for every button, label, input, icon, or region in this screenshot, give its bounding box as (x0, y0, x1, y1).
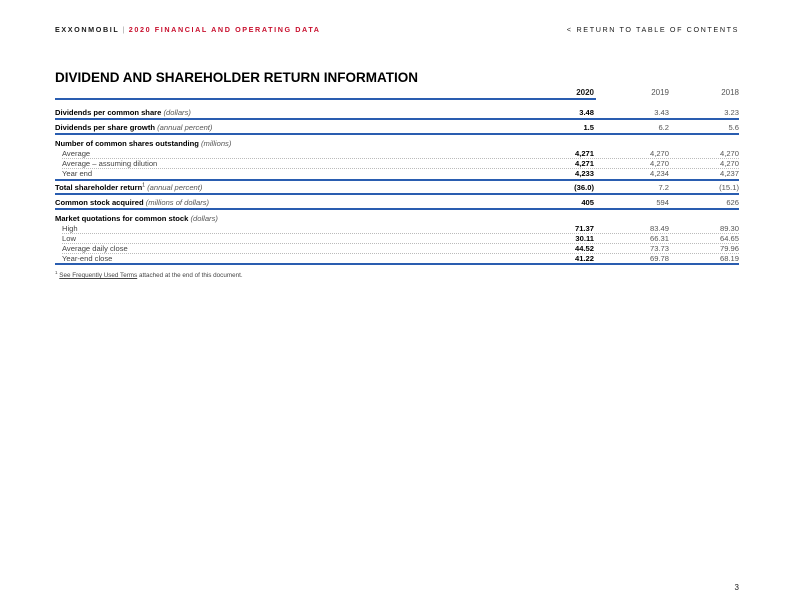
table-row-dividends-per-share (55, 107, 739, 118)
return-to-toc-label: RETURN TO TABLE OF CONTENTS (576, 25, 739, 34)
report-header (55, 25, 321, 34)
row-divider (55, 133, 739, 135)
value-2018: 4,237 (719, 169, 739, 178)
row-unit: (annual percent) (157, 123, 213, 132)
value-2019: 594 (656, 198, 669, 207)
value-2020: 1.5 (583, 123, 594, 132)
value-2020: 4,271 (574, 149, 594, 158)
value-2019: 69.78 (649, 254, 669, 263)
row-label: Dividends per common share (55, 108, 162, 117)
row-divider (55, 179, 739, 181)
value-2019: 83.49 (649, 224, 669, 233)
value-2019: 6.2 (658, 123, 669, 132)
page-title: DIVIDEND AND SHAREHOLDER RETURN INFORMATION (55, 70, 418, 85)
row-divider (55, 118, 739, 120)
header-rule-2020 (55, 98, 596, 100)
row-label: Year end (62, 169, 93, 178)
value-2018: 626 (726, 198, 739, 207)
return-to-toc-link[interactable] (567, 25, 739, 34)
section-unit: (dollars) (190, 214, 218, 223)
value-2020: 30.11 (575, 234, 594, 243)
chevron-left-icon: < (566, 25, 573, 34)
brand-name: EXXONMOBIL (55, 25, 120, 34)
row-label: High (62, 224, 78, 233)
row-label: Year-end close (62, 254, 113, 263)
page-number: 3 (734, 583, 739, 592)
section-label: Market quotations for common stock (55, 214, 189, 223)
footnote (55, 269, 243, 279)
table-row-common-stock-acquired (55, 197, 739, 208)
row-divider (55, 193, 739, 195)
report-subtitle: 2020 FINANCIAL AND OPERATING DATA (128, 25, 321, 34)
row-label: Common stock acquired (55, 198, 144, 207)
row-label: Low (62, 234, 76, 243)
value-2020: 405 (581, 198, 594, 207)
value-2018: 3.23 (724, 108, 739, 117)
value-2018: 68.19 (719, 254, 739, 263)
value-2018: 5.6 (728, 123, 739, 132)
section-label: Number of common shares outstanding (55, 139, 199, 148)
row-unit: (dollars) (163, 108, 191, 117)
value-2019: 66.31 (649, 234, 669, 243)
value-2020: 4,233 (574, 169, 594, 178)
value-2018: 79.96 (719, 244, 739, 253)
row-label: Average daily close (62, 244, 128, 253)
value-2018: 64.65 (719, 234, 739, 243)
value-2019: 4,270 (649, 159, 669, 168)
value-2020: 44.52 (574, 244, 594, 253)
value-2018: 4,270 (719, 149, 739, 158)
year-header-2018: 2018 (721, 88, 739, 97)
value-2019: 4,234 (649, 169, 669, 178)
value-2020: 41.22 (574, 254, 594, 263)
value-2018: 4,270 (719, 159, 739, 168)
header-separator: | (122, 25, 126, 34)
row-label: Total shareholder return (55, 183, 143, 192)
value-2019: 4,270 (649, 149, 669, 158)
value-2020: 4,271 (574, 159, 594, 168)
row-unit: (annual percent) (147, 183, 203, 192)
row-label: Average (62, 149, 91, 158)
footnote-text: attached at the end of this document. (137, 272, 243, 279)
row-label: Average – assuming dilution (62, 159, 158, 168)
section-unit: (millions) (201, 139, 232, 148)
frequently-used-terms-link[interactable]: See Frequently Used Terms (59, 272, 138, 279)
footnote-marker: 1 (142, 182, 145, 189)
value-2018: 89.30 (719, 224, 739, 233)
footnote-number: 1 (55, 269, 58, 275)
year-header-2019: 2019 (651, 88, 669, 97)
row-unit: (millions of dollars) (145, 198, 210, 207)
value-2020: 71.37 (574, 224, 594, 233)
table-bottom-rule (55, 263, 739, 265)
table-row-year-end-shares (55, 168, 739, 179)
table-row-total-shareholder-return (55, 182, 739, 193)
row-label: Dividends per share growth (55, 123, 156, 132)
value-2019: 73.73 (649, 244, 669, 253)
table-row-dividend-growth (55, 122, 739, 133)
value-2020: (36.0) (574, 183, 594, 192)
row-divider (55, 208, 739, 210)
value-2019: 7.2 (658, 183, 669, 192)
value-2018: (15.1) (719, 183, 739, 192)
value-2019: 3.43 (654, 108, 669, 117)
year-header-2020: 2020 (576, 88, 594, 97)
value-2020: 3.48 (579, 108, 594, 117)
